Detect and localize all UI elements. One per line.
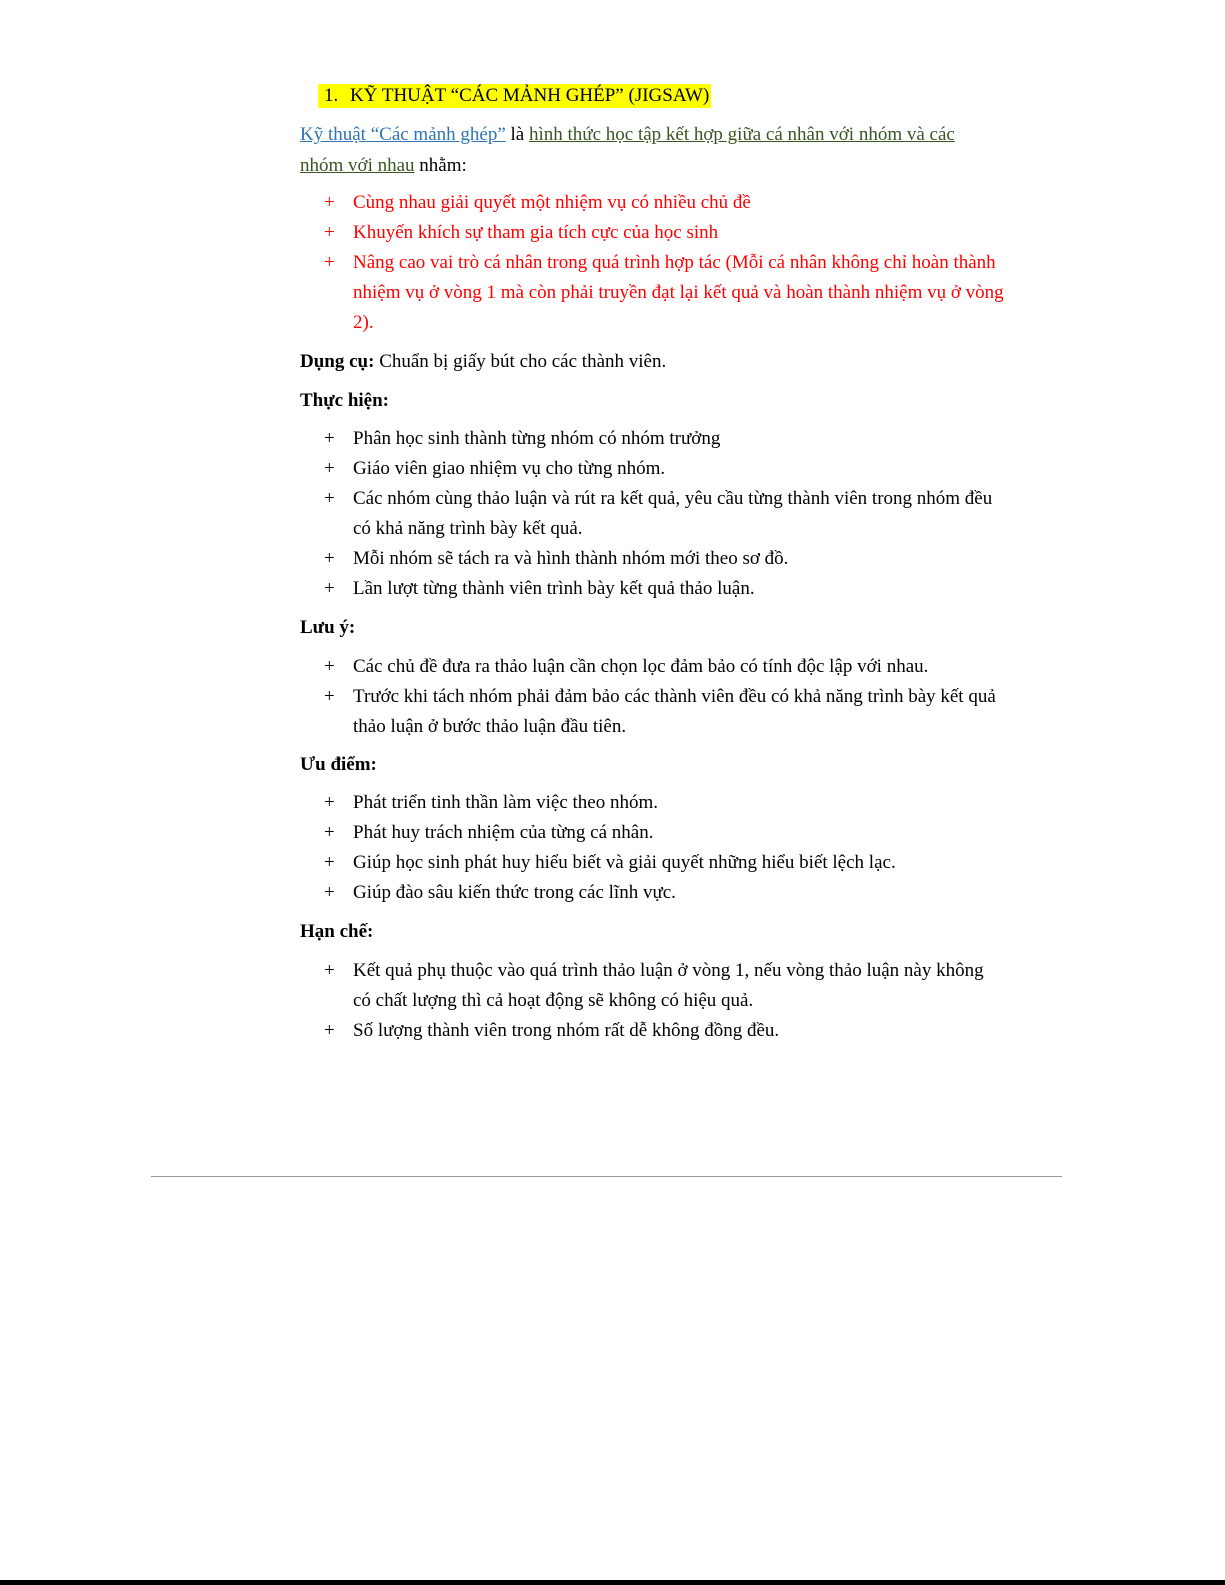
list-item-text: Giáo viên giao nhiệm vụ cho từng nhóm.	[353, 458, 666, 479]
advantages-heading	[300, 753, 377, 777]
plus-bullet-icon: +	[324, 428, 335, 449]
plus-bullet-icon: +	[324, 488, 335, 509]
plus-bullet-icon: +	[324, 960, 335, 981]
list-item-text: Trước khi tách nhóm phải đảm bảo các thành viên đều có khả năng trình bày kết quả thảo luận ở bước thảo luận đầu tiên.	[353, 686, 996, 737]
list-item	[324, 848, 1004, 878]
list-item	[324, 574, 1004, 604]
plus-bullet-icon: +	[324, 882, 335, 903]
list-item	[324, 544, 1004, 574]
list-item	[324, 682, 1004, 742]
implementation-list	[324, 424, 1004, 604]
list-item-text: Các nhóm cùng thảo luận và rút ra kết quả, yêu cầu từng thành viên trong nhóm đều có khả năng trình bày kết quả.	[353, 488, 993, 539]
page-bottom-edge	[0, 1580, 1225, 1585]
intro-suffix: nhằm:	[414, 154, 467, 176]
plus-bullet-icon: +	[324, 656, 335, 677]
list-item	[324, 878, 1004, 908]
limitations-list	[324, 956, 1004, 1046]
plus-bullet-icon: +	[324, 852, 335, 873]
plus-bullet-icon: +	[324, 578, 335, 599]
list-item-text: Cùng nhau giải quyết một nhiệm vụ có nhiều chủ đề	[353, 192, 751, 213]
list-item	[324, 188, 1004, 218]
tools-paragraph	[300, 350, 666, 374]
plus-bullet-icon: +	[324, 222, 335, 243]
notes-list	[324, 652, 1004, 742]
list-item	[324, 248, 1004, 338]
page-divider	[151, 1176, 1062, 1177]
list-item	[324, 484, 1004, 544]
list-item-text: Phát triển tinh thần làm việc theo nhóm.	[353, 792, 658, 813]
list-item-text: Phát huy trách nhiệm của từng cá nhân.	[353, 822, 654, 843]
tools-text: Chuẩn bị giấy bút cho các thành viên.	[374, 351, 667, 372]
intro-paragraph	[300, 120, 990, 181]
limitations-label: Hạn chế:	[300, 921, 374, 942]
heading-number: 1.	[324, 85, 339, 106]
plus-bullet-icon: +	[324, 548, 335, 569]
list-item	[324, 454, 1004, 484]
plus-bullet-icon: +	[324, 252, 335, 273]
plus-bullet-icon: +	[324, 192, 335, 213]
list-item	[324, 818, 1004, 848]
list-item-text: Giúp đào sâu kiến thức trong các lĩnh vực.	[353, 882, 676, 903]
heading-title: KỸ THUẬT “CÁC MẢNH GHÉP” (JIGSAW)	[350, 85, 710, 106]
term-link[interactable]: Kỹ thuật “Các mảnh ghép”	[300, 124, 506, 145]
plus-bullet-icon: +	[324, 686, 335, 707]
definition-text: hình thức học tập kết hợp giữa cá nhân với nhóm và các nhóm với nhau	[300, 124, 955, 176]
implementation-heading	[300, 389, 389, 413]
advantages-label: Ưu điểm:	[300, 754, 377, 775]
list-item-text: Các chủ đề đưa ra thảo luận cần chọn lọc đảm bảo có tính độc lập với nhau.	[353, 656, 929, 677]
list-item	[324, 788, 1004, 818]
list-item-text: Kết quả phụ thuộc vào quá trình thảo luận ở vòng 1, nếu vòng thảo luận này không có chất lượng thì cả hoạt động sẽ không có hiệu quả.	[353, 960, 984, 1011]
limitations-heading	[300, 920, 373, 944]
list-item-text: Giúp học sinh phát huy hiểu biết và giải quyết những hiểu biết lệch lạc.	[353, 852, 896, 873]
plus-bullet-icon: +	[324, 822, 335, 843]
list-item	[324, 218, 1004, 248]
plus-bullet-icon: +	[324, 792, 335, 813]
list-item-text: Mỗi nhóm sẽ tách ra và hình thành nhóm mới theo sơ đồ.	[353, 548, 789, 569]
list-item	[324, 956, 1004, 1016]
notes-label: Lưu ý:	[300, 617, 356, 638]
tools-label: Dụng cụ:	[300, 351, 375, 372]
intro-connector: là	[505, 124, 529, 145]
list-item-text: Phân học sinh thành từng nhóm có nhóm trưởng	[353, 428, 721, 449]
list-item-text: Nâng cao vai trò cá nhân trong quá trình hợp tác (Mỗi cá nhân không chỉ hoàn thành nhiệm vụ ở vòng 1 mà còn phải truyền đạt lại kết quả và hoàn thành nhiệm vụ ở vòng 2).	[353, 252, 1004, 333]
implementation-label: Thực hiện:	[300, 390, 389, 411]
plus-bullet-icon: +	[324, 458, 335, 479]
list-item-text: Số lượng thành viên trong nhóm rất dễ không đồng đều.	[353, 1020, 780, 1041]
list-item	[324, 652, 1004, 682]
list-item	[324, 424, 1004, 454]
goals-list	[324, 188, 1004, 338]
notes-heading	[300, 616, 355, 640]
plus-bullet-icon: +	[324, 1020, 335, 1041]
list-item	[324, 1016, 1004, 1046]
advantages-list	[324, 788, 1004, 908]
list-item-text: Lần lượt từng thành viên trình bày kết quả thảo luận.	[353, 578, 755, 599]
list-item-text: Khuyến khích sự tham gia tích cực của học sinh	[353, 222, 719, 243]
section-heading	[318, 84, 711, 108]
